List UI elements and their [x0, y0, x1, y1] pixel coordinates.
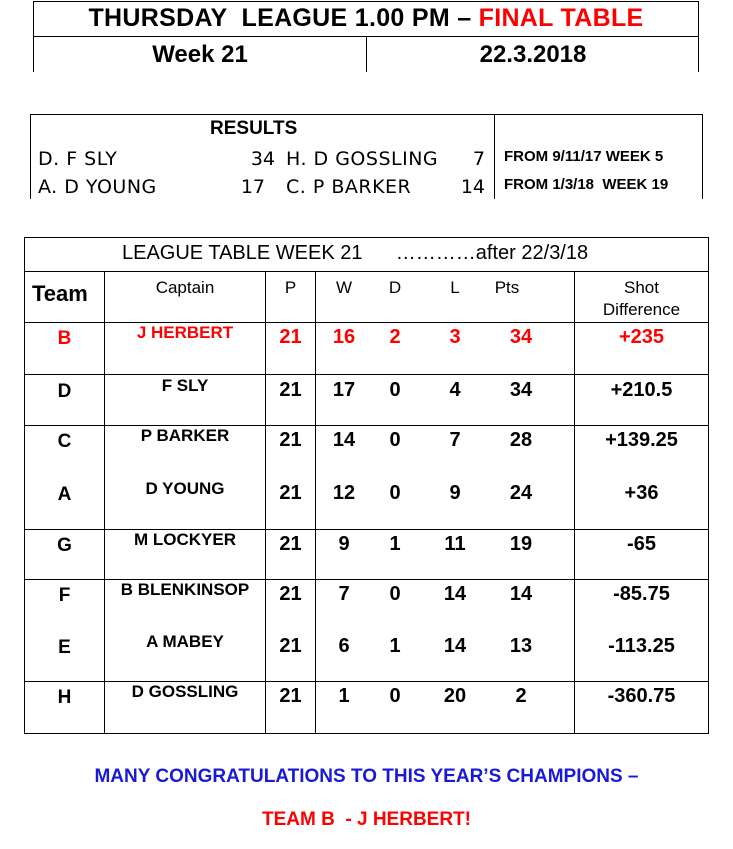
- drawn-cell: 0: [389, 482, 401, 504]
- diff-cell: -113.25: [608, 635, 675, 657]
- won-cell: 6: [338, 635, 350, 657]
- table-border-top: [24, 237, 709, 238]
- drawn-cell: 0: [389, 379, 401, 401]
- result-score1: 17: [240, 176, 265, 198]
- week-label: Week 21: [152, 41, 248, 68]
- diff-cell: +235: [618, 326, 665, 348]
- team-cell: B: [57, 328, 72, 349]
- col-divider: [315, 271, 316, 733]
- played-cell: 21: [279, 326, 302, 348]
- page-title: [33, 4, 699, 33]
- header-won: W: [335, 278, 353, 297]
- captain-cell: F SLY: [161, 376, 209, 395]
- league-table: [24, 237, 709, 734]
- points-cell: 19: [509, 533, 533, 555]
- header-border-top: [33, 1, 699, 2]
- congratulations-text: MANY CONGRATULATIONS TO THIS YEAR’S CHAMPIONS –: [94, 766, 639, 787]
- team-cell: C: [57, 431, 72, 452]
- result-score1: 34: [250, 148, 275, 170]
- header-box: [33, 1, 699, 72]
- result-score2: 14: [460, 176, 485, 198]
- title-divider: [24, 271, 709, 272]
- points-cell: 2: [515, 685, 527, 707]
- played-cell: 21: [279, 379, 302, 401]
- diff-cell: -360.75: [607, 685, 676, 707]
- champion-text: TEAM B - J HERBERT!: [262, 809, 471, 830]
- result-note: FROM 1/3/18 WEEK 19: [504, 176, 669, 193]
- table-border-bottom: [24, 733, 709, 734]
- result-note: FROM 9/11/17 WEEK 5: [504, 148, 664, 165]
- row-divider: [24, 374, 709, 375]
- played-cell: 21: [279, 635, 302, 657]
- captain-cell: B BLENKINSOP: [120, 580, 250, 599]
- lost-cell: 20: [443, 685, 467, 707]
- captain-cell: M LOCKYER: [134, 530, 236, 549]
- results-title: RESULTS: [210, 118, 298, 139]
- points-cell: 14: [509, 583, 533, 605]
- header-lost: L: [450, 278, 460, 297]
- played-cell: 21: [279, 685, 302, 707]
- won-cell: 14: [332, 429, 356, 451]
- header-difference: Difference: [602, 300, 681, 319]
- results-divider: [494, 114, 495, 199]
- played-cell: 21: [279, 482, 302, 504]
- result-score2: 7: [472, 148, 485, 170]
- lost-cell: 11: [444, 533, 466, 555]
- header-points: Pts: [494, 278, 520, 297]
- lost-cell: 3: [449, 326, 461, 348]
- header-captain: Captain: [155, 278, 215, 297]
- lost-cell: 7: [449, 429, 461, 451]
- team-cell: H: [57, 687, 72, 708]
- lost-cell: 14: [443, 583, 467, 605]
- played-cell: 21: [279, 533, 302, 555]
- lost-cell: 14: [443, 635, 467, 657]
- drawn-cell: 0: [389, 583, 401, 605]
- drawn-cell: 0: [389, 685, 401, 707]
- points-cell: 34: [509, 379, 533, 401]
- played-cell: 21: [279, 583, 302, 605]
- won-cell: 9: [338, 533, 350, 555]
- header-team: Team: [32, 281, 88, 306]
- captain-cell: P BARKER: [140, 426, 230, 445]
- lost-cell: 9: [449, 482, 461, 504]
- results-box: [30, 114, 703, 199]
- points-cell: 28: [509, 429, 533, 451]
- result-team1: D. F SLY: [38, 148, 118, 170]
- diff-cell: -65: [627, 533, 656, 555]
- won-cell: 7: [338, 583, 350, 605]
- captain-cell: J HERBERT: [136, 323, 234, 342]
- team-cell: E: [58, 637, 71, 658]
- title-final: FINAL TABLE: [478, 4, 644, 32]
- league-table-title: LEAGUE TABLE WEEK 21 …………after 22/3/18: [122, 242, 589, 264]
- drawn-cell: 1: [389, 533, 401, 555]
- lost-cell: 4: [449, 379, 461, 401]
- diff-cell: +36: [624, 482, 659, 504]
- won-cell: 17: [332, 379, 356, 401]
- diff-cell: +139.25: [605, 429, 678, 451]
- result-team2: C. P BARKER: [286, 176, 412, 198]
- header-played: P: [284, 278, 297, 297]
- title-main: THURSDAY LEAGUE 1.00 PM –: [88, 4, 479, 32]
- captain-cell: A MABEY: [146, 632, 224, 651]
- points-cell: 13: [509, 635, 533, 657]
- team-cell: A: [57, 484, 72, 505]
- played-cell: 21: [279, 429, 302, 451]
- results-border-top: [30, 114, 703, 115]
- results-border-right: [702, 114, 703, 199]
- results-border-left: [30, 114, 31, 199]
- drawn-cell: 1: [389, 635, 401, 657]
- captain-cell: D YOUNG: [145, 479, 225, 498]
- points-cell: 34: [509, 326, 533, 348]
- won-cell: 12: [332, 482, 356, 504]
- won-cell: 16: [332, 326, 356, 348]
- team-cell: F: [58, 585, 71, 606]
- diff-cell: +210.5: [610, 379, 673, 401]
- points-cell: 24: [509, 482, 533, 504]
- won-cell: 1: [338, 685, 350, 707]
- diff-cell: -85.75: [613, 583, 670, 605]
- captain-cell: D GOSSLING: [131, 682, 239, 701]
- header-drawn: D: [388, 278, 402, 297]
- drawn-cell: 2: [389, 326, 401, 348]
- team-cell: G: [57, 535, 72, 556]
- date-label: 22.3.2018: [479, 41, 587, 68]
- header-shot: Shot: [624, 278, 659, 297]
- drawn-cell: 0: [389, 429, 401, 451]
- result-team1: A. D YOUNG: [38, 176, 157, 198]
- team-cell: D: [57, 381, 72, 402]
- table-border-right: [708, 237, 709, 734]
- result-team2: H. D GOSSLING: [286, 148, 439, 170]
